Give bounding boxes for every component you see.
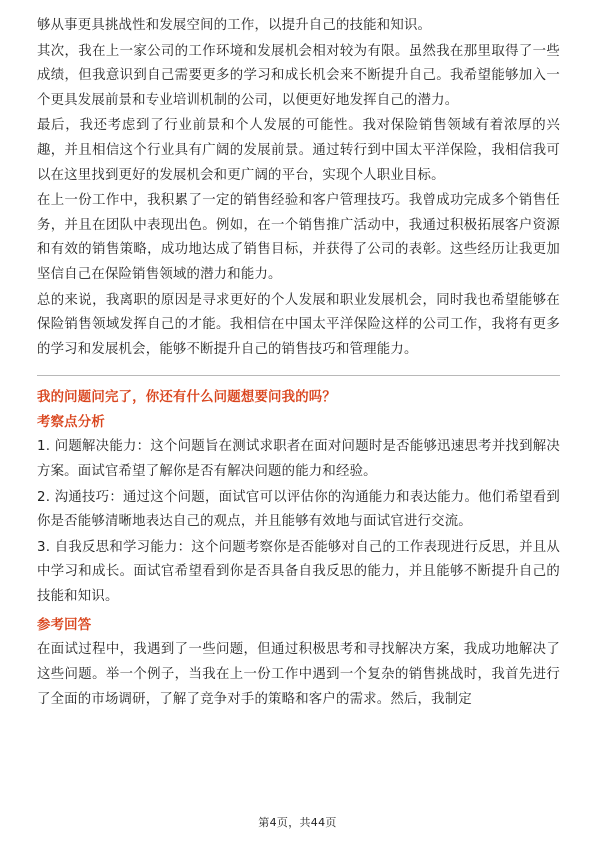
question-heading: 我的问题问完了，你还有什么问题想要问我的吗？	[37, 390, 336, 406]
section-divider	[37, 375, 560, 376]
body-paragraph: 其次，我在上一家公司的工作环境和发展机会相对较为有限。虽然我在那里取得了一些成绩，但我意识到自己需要更多的学习和成长机会来不断提升自己。我希望能够加入一个更具发展前景和专业培训机制的公司，以便更好地发挥自己的潜力。	[37, 43, 560, 108]
analysis-item: 1. 问题解决能力：这个问题旨在测试求职者在面对问题时是否能够迅速思考并找到解决方案。面试官希望了解你是否有解决问题的能力和经验。	[37, 439, 560, 479]
page-footer: 第4页，共44页	[258, 816, 337, 829]
body-paragraph: 够从事更具挑战性和发展空间的工作，以提升自己的技能和知识。	[37, 18, 432, 33]
answer-heading: 参考回答	[37, 618, 92, 634]
analysis-item: 3. 自我反思和学习能力：这个问题考察你是否能够对自己的工作表现进行反思，并且从中学习和成长。面试官希望看到你是否具备自我反思的能力，并且能够不断提升自己的技能和知识。	[37, 539, 560, 604]
body-paragraph: 最后，我还考虑到了行业前景和个人发展的可能性。我对保险销售领域有着浓厚的兴趣，并且相信这个行业具有广阔的发展前景。通过转行到中国太平洋保险，我相信我可以在这里找到更好的发展机会和更广阔的平台，实现个人职业目标。	[37, 118, 560, 183]
analysis-heading: 考察点分析	[37, 415, 105, 431]
body-paragraph: 总的来说，我离职的原因是寻求更好的个人发展和职业发展机会，同时我也希望能够在保险销售领域发挥自己的才能。我相信在中国太平洋保险这样的公司工作，我将有更多的学习和发展机会，能够不断提升自己的销售技巧和管理能力。	[37, 292, 560, 357]
page-content	[37, 14, 560, 713]
body-paragraph: 在上一份工作中，我积累了一定的销售经验和客户管理技巧。我曾成功完成多个销售任务，并且在团队中表现出色。例如，在一个销售推广活动中，我通过积极拓展客户资源和有效的销售策略，成功地达成了销售目标，并获得了公司的表彰。这些经历让我更加坚信自己在保险销售领域的潜力和能力。	[37, 193, 560, 282]
analysis-item: 2. 沟通技巧：通过这个问题，面试官可以评估你的沟通能力和表达能力。他们希望看到你是否能够清晰地表达自己的观点，并且能够有效地与面试官进行交流。	[37, 489, 560, 530]
answer-paragraph: 在面试过程中，我遇到了一些问题，但通过积极思考和寻找解决方案，我成功地解决了这些问题。举一个例子，当我在上一份工作中遇到一个复杂的销售挑战时，我首先进行了全面的市场调研，了解了竞争对手的策略和客户的需求。然后，我制定	[37, 642, 560, 707]
